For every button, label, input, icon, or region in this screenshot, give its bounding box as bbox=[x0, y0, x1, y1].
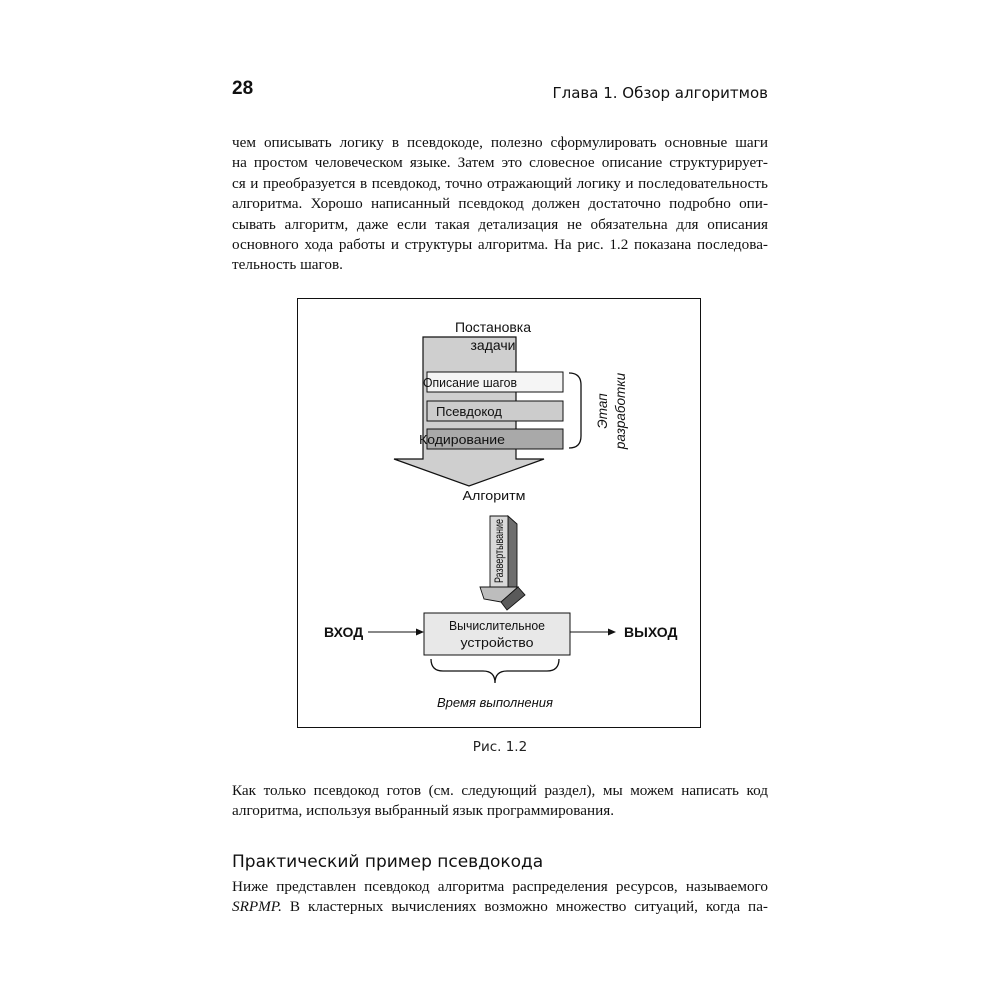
input-label: ВХОД bbox=[324, 624, 364, 640]
problem-statement-label-line1: Постановка bbox=[454, 319, 532, 335]
paragraph-after-figure bbox=[232, 781, 768, 822]
text-line: алгоритма. Хорошо написанный псевдокод должен достаточно подробно опи- bbox=[232, 195, 768, 213]
step-description-label: Описание шагов bbox=[423, 376, 518, 390]
text-fragment: В кластерных вычислениях возможно множество ситуаций, когда па- bbox=[281, 898, 768, 916]
text-line bbox=[232, 897, 768, 917]
runtime-brace bbox=[431, 659, 559, 683]
pseudocode-label: Псевдокод bbox=[436, 405, 503, 419]
deployment-arrow-side bbox=[508, 516, 517, 595]
paragraph-section bbox=[232, 877, 768, 918]
text-line: алгоритма, используя выбранный язык программирования. bbox=[232, 802, 615, 820]
coding-label: Кодирование bbox=[419, 433, 506, 447]
runtime-label: Время выполнения bbox=[437, 695, 553, 710]
algorithm-label: Алгоритм bbox=[462, 489, 526, 503]
problem-statement-label-line2: задачи bbox=[470, 337, 516, 353]
text-line: на простом человеческом языке. Затем это словесное описание структурирует- bbox=[232, 154, 768, 172]
input-arrow-head bbox=[416, 629, 424, 636]
text-line: ся и преобразуется в псевдокод, точно отражающий логику и последовательность bbox=[232, 174, 768, 192]
computing-device-label-line1: Вычислительное bbox=[449, 618, 545, 633]
text-line: сывать алгоритм, даже если такая детализация не обязательна для описания bbox=[232, 215, 768, 233]
development-stage-label-line2: разработки bbox=[613, 372, 628, 450]
algorithm-name: SRPMP. bbox=[232, 898, 282, 916]
development-stage-brace bbox=[569, 373, 581, 448]
text-line: чем описывать логику в псевдокоде, полезно сформулировать основные шаги bbox=[232, 134, 768, 151]
output-arrow-head bbox=[608, 629, 616, 636]
running-header: Глава 1. Обзор алгоритмов bbox=[552, 84, 768, 102]
text-line: Как только псевдокод готов (см. следующий раздел), мы можем написать код bbox=[232, 782, 768, 799]
figure-caption: Рис. 1.2 bbox=[472, 739, 528, 755]
output-label: ВЫХОД bbox=[624, 624, 678, 640]
algorithm-development-diagram bbox=[298, 299, 702, 729]
text-line: Ниже представлен псевдокод алгоритма распределения ресурсов, называемого bbox=[232, 878, 768, 895]
text-line: тельность шагов. bbox=[232, 256, 343, 274]
figure-1-2 bbox=[297, 298, 701, 728]
paragraph-intro bbox=[232, 133, 768, 276]
computing-device-label-line2: устройство bbox=[460, 635, 534, 650]
deployment-label: Развертывание bbox=[494, 500, 506, 583]
text-line: основного хода работы и структуры алгоритма. На рис. 1.2 показана последова- bbox=[232, 236, 768, 254]
section-heading: Практический пример псевдокода bbox=[232, 852, 544, 872]
page-number: 28 bbox=[232, 78, 254, 99]
development-stage-label-line1: Этап bbox=[595, 393, 610, 429]
